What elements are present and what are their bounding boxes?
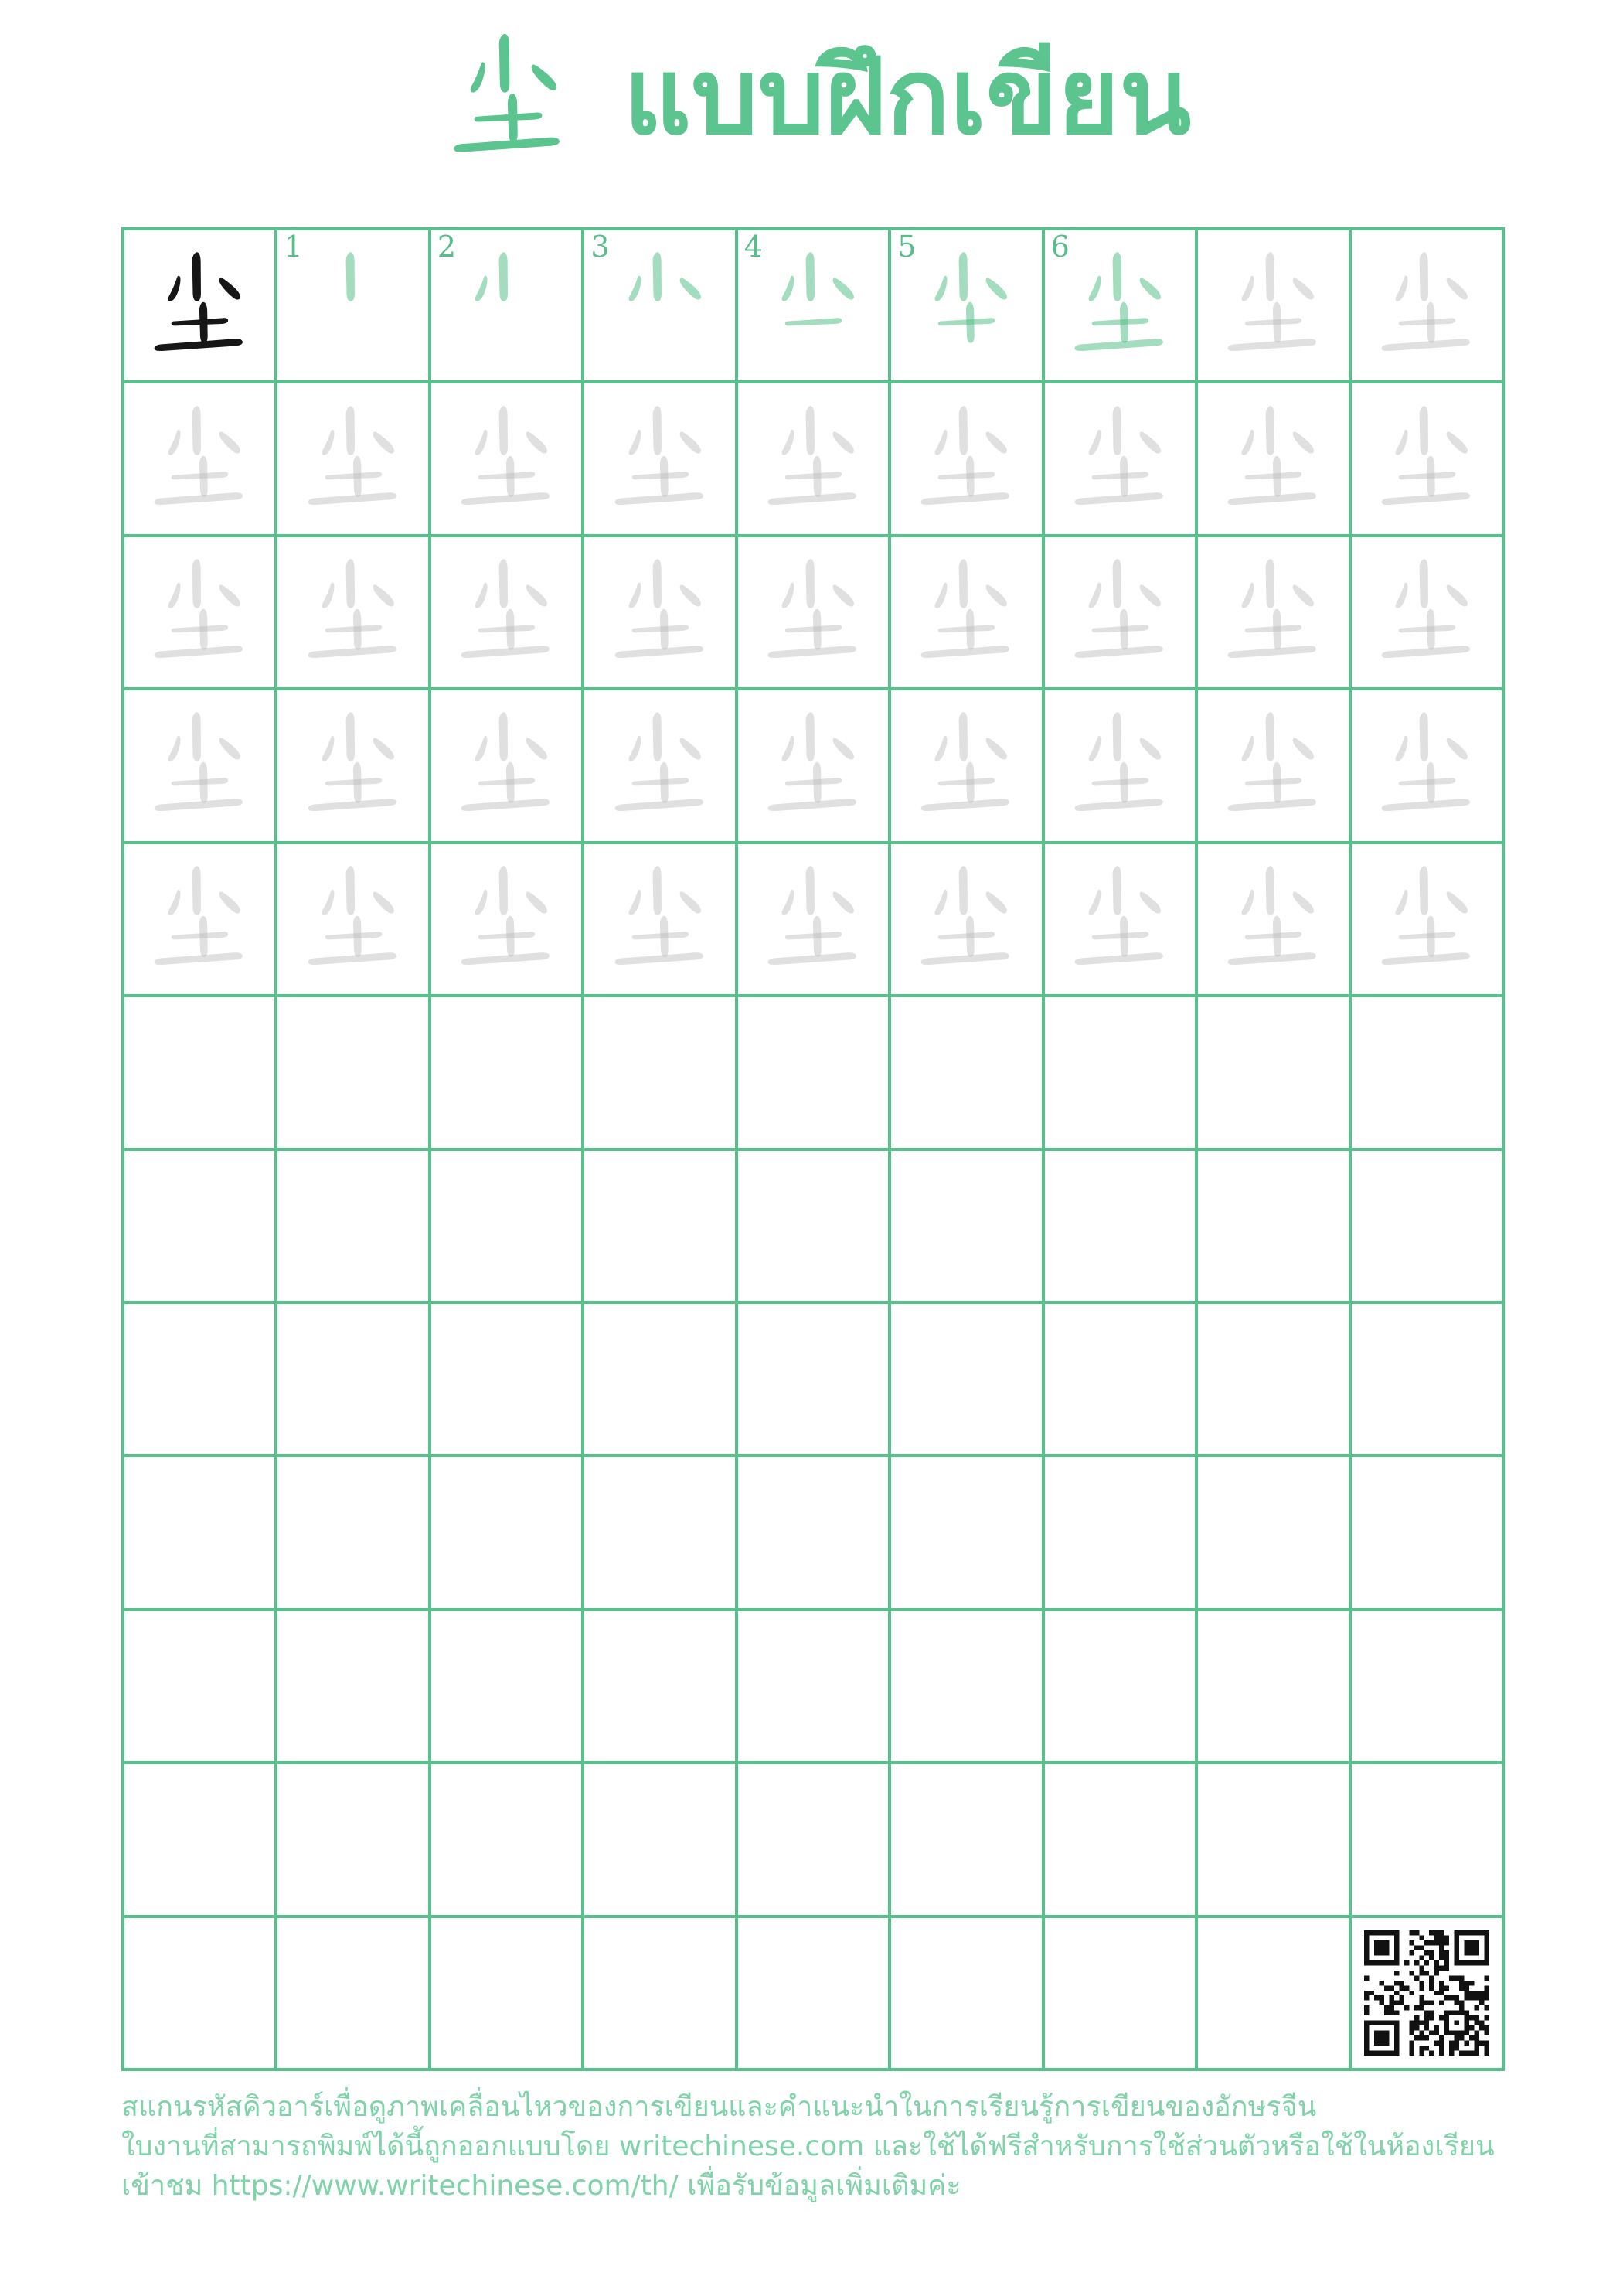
- trace-character-cell: [1350, 229, 1503, 382]
- trace-character-cell: [430, 382, 583, 535]
- hanzi-character: [1210, 856, 1336, 983]
- trace-character-cell: [583, 536, 736, 689]
- practice-cell: [123, 1150, 276, 1303]
- practice-cell: [123, 996, 276, 1149]
- practice-cell: [276, 1916, 429, 2069]
- practice-cell: [583, 1610, 736, 1763]
- trace-character-cell: [1043, 689, 1196, 842]
- trace-character-cell: [1043, 843, 1196, 996]
- trace-character-cell: [1350, 536, 1503, 689]
- hanzi-character: [750, 549, 876, 676]
- trace-character-cell: [276, 843, 429, 996]
- practice-cell: [890, 1303, 1043, 1456]
- practice-cell: [430, 1456, 583, 1609]
- hanzi-character: [1056, 242, 1183, 369]
- qr-code: [1364, 1930, 1489, 2056]
- hanzi-character: [1363, 396, 1490, 523]
- hanzi-character: [750, 242, 876, 369]
- practice-cell: [583, 996, 736, 1149]
- practice-cell: [737, 1916, 890, 2069]
- practice-cell: [1350, 1610, 1503, 1763]
- practice-cell: [583, 1150, 736, 1303]
- trace-character-cell: [890, 689, 1043, 842]
- trace-character-cell: [1196, 536, 1349, 689]
- practice-cell: [737, 996, 890, 1149]
- trace-character-cell: [123, 382, 276, 535]
- hanzi-character: [136, 242, 263, 369]
- practice-cell: [430, 1150, 583, 1303]
- stroke-number-label: 3: [590, 230, 610, 264]
- hanzi-character: [597, 549, 723, 676]
- stroke-order-cell: [1043, 229, 1196, 382]
- stroke-order-cell: [737, 229, 890, 382]
- practice-cell: [737, 1763, 890, 1916]
- stroke-order-cell: [276, 229, 429, 382]
- practice-cell: [890, 1763, 1043, 1916]
- practice-cell: [430, 1916, 583, 2069]
- hanzi-character: [290, 702, 417, 829]
- trace-character-cell: [1196, 229, 1349, 382]
- stroke-order-cell: [583, 229, 736, 382]
- practice-cell: [890, 996, 1043, 1149]
- trace-character-cell: [583, 689, 736, 842]
- trace-character-cell: [890, 843, 1043, 996]
- hanzi-character: [597, 396, 723, 523]
- practice-cell: [430, 1303, 583, 1456]
- hanzi-character: [1363, 702, 1490, 829]
- practice-cell: [1196, 996, 1349, 1149]
- practice-cell: [1196, 1610, 1349, 1763]
- trace-character-cell: [1196, 689, 1349, 842]
- practice-cell: [276, 1303, 429, 1456]
- stroke-number-label: 6: [1050, 230, 1070, 264]
- practice-cell: [276, 1763, 429, 1916]
- practice-cell: [276, 996, 429, 1149]
- trace-character-cell: [583, 843, 736, 996]
- trace-character-cell: [1350, 689, 1503, 842]
- hanzi-character: [432, 22, 584, 173]
- hanzi-character: [136, 856, 263, 983]
- hanzi-character: [1056, 396, 1183, 523]
- hanzi-character: [290, 242, 417, 369]
- practice-cell: [123, 1610, 276, 1763]
- hanzi-character: [290, 549, 417, 676]
- hanzi-character: [1056, 856, 1183, 983]
- practice-cell: [1350, 1150, 1503, 1303]
- practice-cell: [1350, 1303, 1503, 1456]
- hanzi-character: [1363, 549, 1490, 676]
- stroke-order-cell: [890, 229, 1043, 382]
- trace-character-cell: [123, 536, 276, 689]
- page-header: [0, 22, 1623, 173]
- hanzi-character: [443, 856, 570, 983]
- hanzi-character: [903, 856, 1029, 983]
- hanzi-character: [290, 856, 417, 983]
- practice-cell: [276, 1456, 429, 1609]
- trace-character-cell: [1043, 382, 1196, 535]
- trace-character-cell: [737, 689, 890, 842]
- hanzi-character: [1056, 549, 1183, 676]
- hanzi-character: [443, 549, 570, 676]
- practice-cell: [123, 1763, 276, 1916]
- trace-character-cell: [276, 382, 429, 535]
- trace-character-cell: [1196, 843, 1349, 996]
- trace-character-cell: [276, 536, 429, 689]
- trace-character-cell: [430, 536, 583, 689]
- practice-cell: [583, 1303, 736, 1456]
- trace-character-cell: [123, 843, 276, 996]
- practice-cell: [1196, 1916, 1349, 2069]
- hanzi-character: [1363, 856, 1490, 983]
- practice-cell: [276, 1610, 429, 1763]
- practice-cell: [430, 1763, 583, 1916]
- practice-cell: [1043, 1610, 1196, 1763]
- hanzi-character: [443, 702, 570, 829]
- trace-character-cell: [1043, 536, 1196, 689]
- practice-cell: [123, 1303, 276, 1456]
- hanzi-character: [903, 549, 1029, 676]
- practice-cell: [890, 1916, 1043, 2069]
- title-character-icon: [432, 22, 584, 173]
- trace-character-cell: [123, 689, 276, 842]
- hanzi-character: [136, 549, 263, 676]
- practice-cell: [430, 1610, 583, 1763]
- page-footer: [121, 2087, 1543, 2206]
- hanzi-character: [443, 396, 570, 523]
- practice-cell: [737, 1610, 890, 1763]
- practice-cell: [1350, 1763, 1503, 1916]
- stroke-number-label: 5: [897, 230, 917, 264]
- practice-cell: [1196, 1763, 1349, 1916]
- footer-line-2: ใบงานที่สามารถพิมพ์ได้นี้ถูกออกแบบโดย writechinese.com และใช้ได้ฟรีสำหรับการใช้ส่วนตัวหรือใช้ในห้องเรียน: [121, 2131, 1495, 2162]
- hanzi-character: [597, 242, 723, 369]
- page-title: แบบฝึกเขียน: [623, 36, 1192, 158]
- trace-character-cell: [1350, 382, 1503, 535]
- hanzi-character: [597, 702, 723, 829]
- practice-cell: [890, 1150, 1043, 1303]
- hanzi-character: [750, 856, 876, 983]
- qr-cell: [1350, 1916, 1503, 2069]
- trace-character-cell: [737, 382, 890, 535]
- practice-cell: [276, 1150, 429, 1303]
- practice-cell: [1196, 1150, 1349, 1303]
- practice-cell: [583, 1763, 736, 1916]
- practice-cell: [430, 996, 583, 1149]
- practice-cell: [737, 1456, 890, 1609]
- stroke-number-label: 2: [437, 230, 457, 264]
- hanzi-character: [136, 702, 263, 829]
- practice-cell: [123, 1916, 276, 2069]
- practice-cell: [890, 1456, 1043, 1609]
- stroke-number-label: 4: [743, 230, 763, 264]
- stroke-order-cell: [430, 229, 583, 382]
- trace-character-cell: [430, 843, 583, 996]
- hanzi-character: [1363, 242, 1490, 369]
- hanzi-character: [903, 702, 1029, 829]
- trace-character-cell: [583, 382, 736, 535]
- practice-cell: [123, 1456, 276, 1609]
- hanzi-character: [290, 396, 417, 523]
- hanzi-character: [750, 396, 876, 523]
- practice-cell: [1043, 1456, 1196, 1609]
- practice-cell: [1043, 1303, 1196, 1456]
- hanzi-character: [1210, 702, 1336, 829]
- hanzi-character: [597, 856, 723, 983]
- footer-line-1: สแกนรหัสคิวอาร์เพื่อดูภาพเคลื่อนไหวของการเขียนและคำแนะนำในการเรียนรู้การเขียนของอักษรจีน: [121, 2091, 1317, 2123]
- practice-cell: [1196, 1456, 1349, 1609]
- hanzi-character: [1210, 396, 1336, 523]
- practice-cell: [1043, 996, 1196, 1149]
- hanzi-character: [903, 396, 1029, 523]
- practice-cell: [1043, 1150, 1196, 1303]
- hanzi-character: [1210, 242, 1336, 369]
- practice-grid: [121, 227, 1505, 2071]
- practice-cell: [1043, 1763, 1196, 1916]
- hanzi-character: [750, 702, 876, 829]
- practice-cell: [1350, 996, 1503, 1149]
- practice-cell: [583, 1916, 736, 2069]
- hanzi-character: [903, 242, 1029, 369]
- trace-character-cell: [1196, 382, 1349, 535]
- trace-character-cell: [276, 689, 429, 842]
- trace-character-cell: [890, 536, 1043, 689]
- hanzi-character: [1056, 702, 1183, 829]
- trace-character-cell: [737, 536, 890, 689]
- trace-character-cell: [430, 689, 583, 842]
- example-character-cell: [123, 229, 276, 382]
- practice-cell: [1043, 1916, 1196, 2069]
- trace-character-cell: [737, 843, 890, 996]
- stroke-number-label: 1: [284, 230, 303, 264]
- practice-cell: [737, 1150, 890, 1303]
- practice-cell: [737, 1303, 890, 1456]
- footer-line-3: เข้าชม https://www.writechinese.com/th/ เพื่อรับข้อมูลเพิ่มเติมค่ะ: [121, 2170, 961, 2202]
- hanzi-character: [1210, 549, 1336, 676]
- practice-cell: [1196, 1303, 1349, 1456]
- practice-cell: [583, 1456, 736, 1609]
- hanzi-character: [136, 396, 263, 523]
- trace-character-cell: [890, 382, 1043, 535]
- practice-cell: [1350, 1456, 1503, 1609]
- trace-character-cell: [1350, 843, 1503, 996]
- practice-cell: [890, 1610, 1043, 1763]
- hanzi-character: [443, 242, 570, 369]
